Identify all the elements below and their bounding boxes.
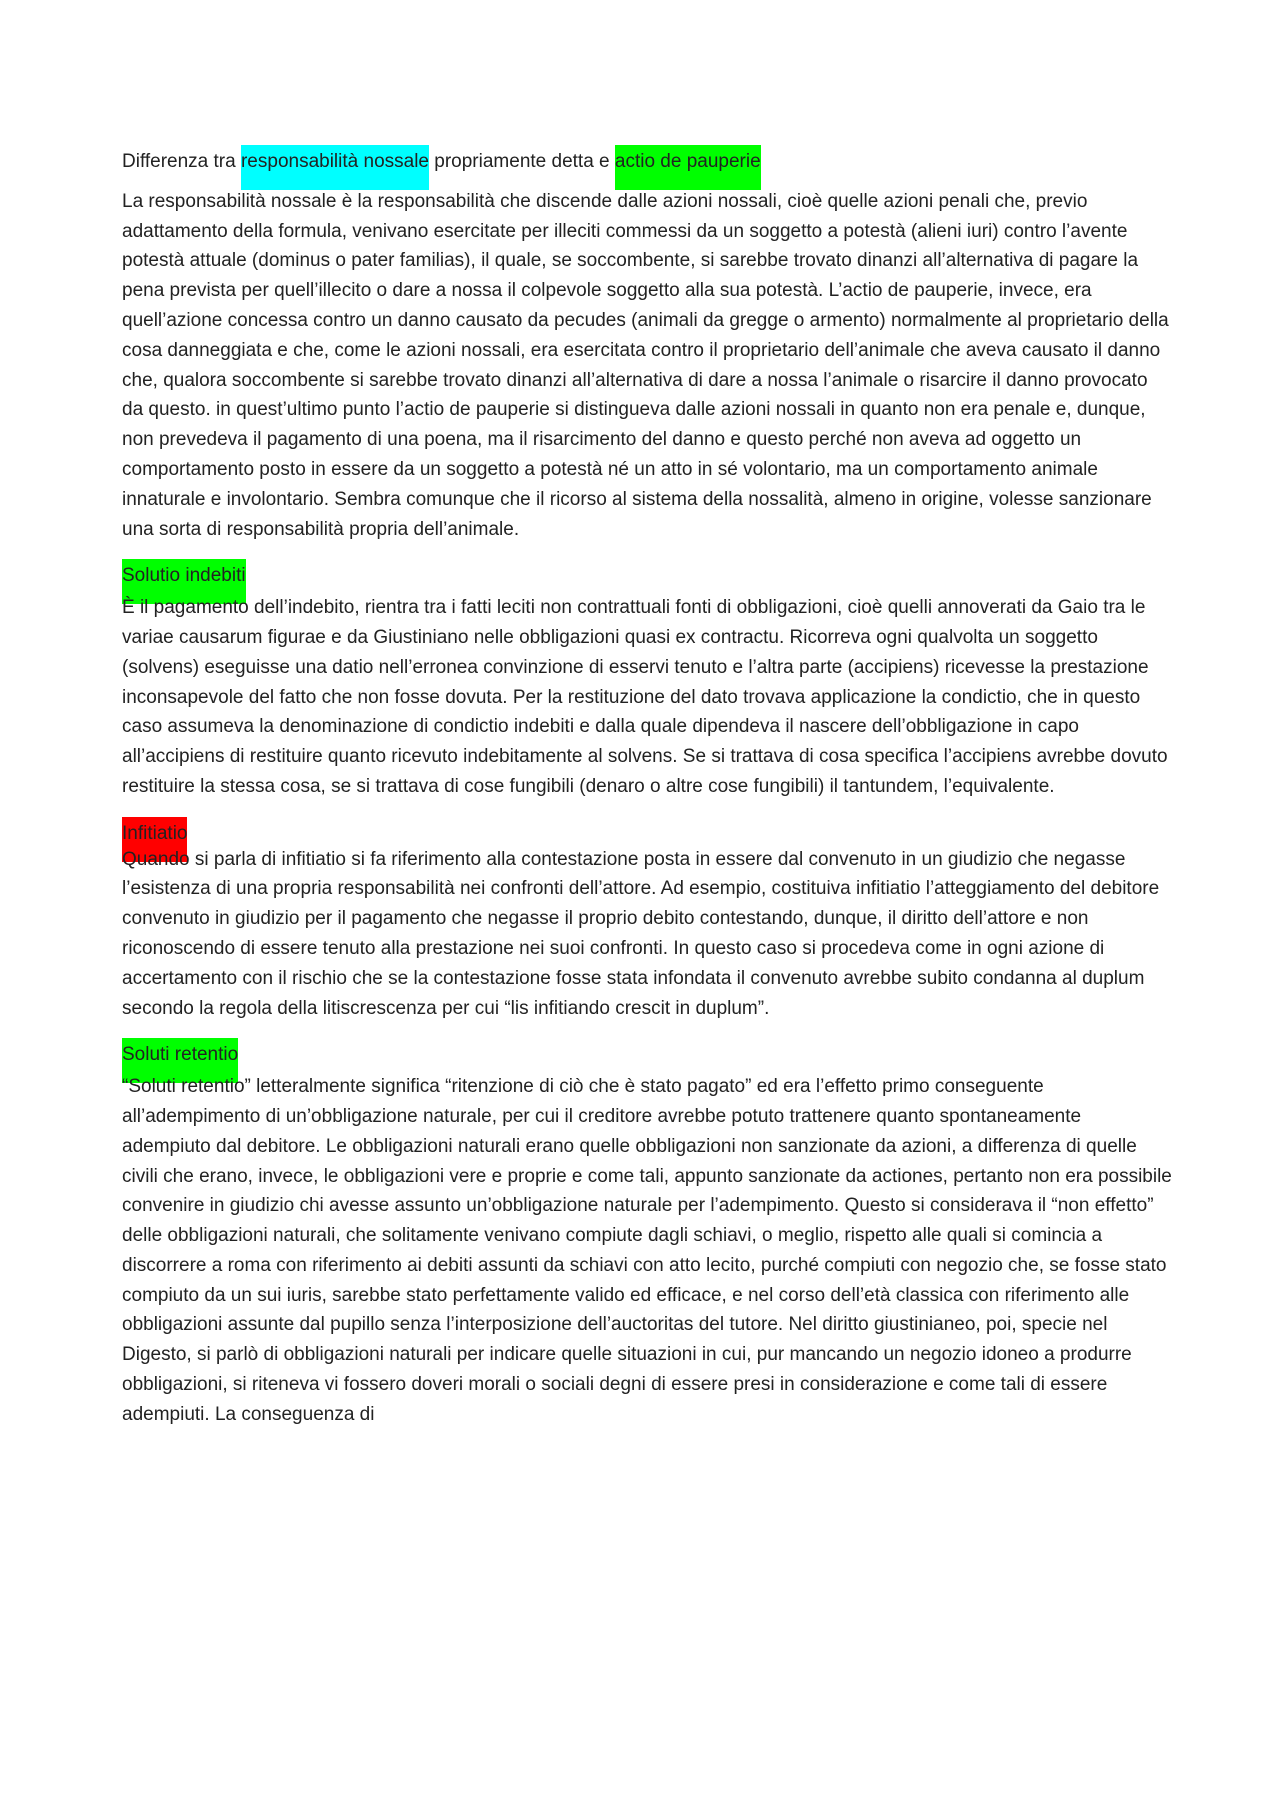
section-body-infitiatio: Quando si parla di infitiatio si fa riferimento alla contestazione posta in essere dal convenuto in un giudizio che negasse l’esistenza di una propria responsabilità nei confronti dell’attore. Ad esempio, costituiva infitiatio l’atteggiamento del debitore convenuto in giudizio per il pagamento che negasse il proprio debito contestando, dunque, il diritto dell’attore e non riconoscendo di essere tenuto alla prestazione nei suoi confronti. In questo caso si procedeva come in ogni azione di accertamento con il rischio che se la contestazione fosse stata infondata il convenuto avrebbe subito condanna al duplum secondo la regola della litiscrescenza per cui “lis infitiando crescit in duplum”. — [122, 848, 1160, 1019]
title-prefix: Differenza tra — [122, 151, 241, 172]
title-term-actio-de-pauperie: actio de pauperie — [615, 145, 761, 190]
section-heading-solutio-indebiti — [122, 561, 1172, 591]
title-middle: propriamente detta e — [429, 151, 615, 172]
intro-paragraph: La responsabilità nossale è la responsabilità che discende dalle azioni nossali, cioè quelle azioni penali che, previo adattamento della formula, venivano esercitate per illeciti commessi da un soggetto a potestà (alieni iuri) contro l’avente potestà attuale (dominus o pater familias), il quale, se soccombente, si sarebbe trovato dinanzi all’alternativa di pagare la pena prevista per quell’illecito o dare a nossa il colpevole soggetto alla sua potestà. L’actio de pauperie, invece, era quell’azione concessa contro un danno causato da pecudes (animali da gregge o armento) normalmente al proprietario della cosa danneggiata e che, come le azioni nossali, era esercitata contro il proprietario dell’animale che aveva causato il danno che, qualora soccombente si sarebbe trovato dinanzi all’alternativa di dare a nossa l’animale o risarcire il danno provocato da questo. in quest’ultimo punto l’actio de pauperie si distingueva dalle azioni nossali in quanto non era penale e, dunque, non prevedeva il pagamento di una poena, ma il risarcimento del danno e questo perché non aveva ad oggetto un comportamento posto in essere da un soggetto a potestà né un atto in sé volontario, ma un comportamento animale innaturale e involontario. Sembra comunque che il ricorso al sistema della nossalità, almeno in origine, volesse sanzionare una sorta di responsabilità propria dell’animale. — [122, 190, 1169, 540]
section-body-solutio-indebiti: È il pagamento dell’indebito, rientra tra i fatti leciti non contrattuali fonti di obbligazioni, cioè quelli annoverati da Gaio tra le variae causarum figurae e da Giustiniano nelle obbligazioni quasi ex contractu. Ricorreva ogni qualvolta un soggetto (solvens) eseguisse una datio nell’erronea convinzione di esservi tenuto e l’altra parte (accipiens) ricevesse la prestazione inconsapevole del fatto che non fosse dovuta. Per la restituzione del dato trovava applicazione la condictio, che in questo caso assumeva la denominazione di condictio indebiti e dalla quale dipendeva il nascere dell’obbligazione in capo all’accipiens di restituire quanto ricevuto indebitamente al solvens. Se si trattava di cosa specifica l’accipiens avrebbe dovuto restituire la stessa cosa, se si trattava di cose fungibili (denaro o altre cose fungibili) il tantundem, l’equivalente. — [122, 597, 1168, 797]
section-heading-label: Soluti retentio — [122, 1038, 238, 1083]
document-title — [122, 147, 1172, 177]
section-heading-label: Infitiatio — [122, 817, 187, 862]
document-body — [122, 147, 1172, 1447]
section-body-soluti-retentio: “Soluti retentio” letteralmente significa “ritenzione di ciò che è stato pagato” ed era l’effetto primo conseguente all’adempimento di un’obbligazione naturale, per cui il creditore avrebbe potuto trattenere quanto spontaneamente adempiuto dal debitore. Le obbligazioni naturali erano quelle obbligazioni non sanzionate da azioni, a differenza di quelle civili che erano, invece, le obbligazioni vere e proprie e come tali, appunto sanzionate da actiones, pertanto non era possibile convenire in giudizio chi avesse assunto un’obbligazione naturale per l’adempimento. Questo si considerava il “non effetto” delle obbligazioni naturali, che solitamente venivano compiute dagli schiavi, o meglio, rispetto alle quali si comincia a discorrere a roma con riferimento ai debiti assunti da schiavi con atto lecito, purché compiuti con negozio che, se fosse stato compiuto da un sui iuris, sarebbe stato perfettamente valido ed efficace, e nel corso dell’età classica con riferimento alle obbligazioni assunte dal pupillo senza l’interposizione dell’auctoritas del tutore. Nel diritto giustinianeo, poi, specie nel Digesto, si parlò di obbligazioni naturali per indicare quelle situazioni in cui, pur mancando un negozio idoneo a produrre obbligazioni, si riteneva vi fossero doveri morali o sociali degni di essere presi in considerazione e come tali di essere adempiuti. La conseguenza di — [122, 1076, 1172, 1425]
title-term-responsabilita-nossale: responsabilità nossale — [241, 145, 429, 190]
section-heading-label: Solutio indebiti — [122, 559, 246, 604]
section-heading-soluti-retentio — [122, 1040, 1172, 1070]
